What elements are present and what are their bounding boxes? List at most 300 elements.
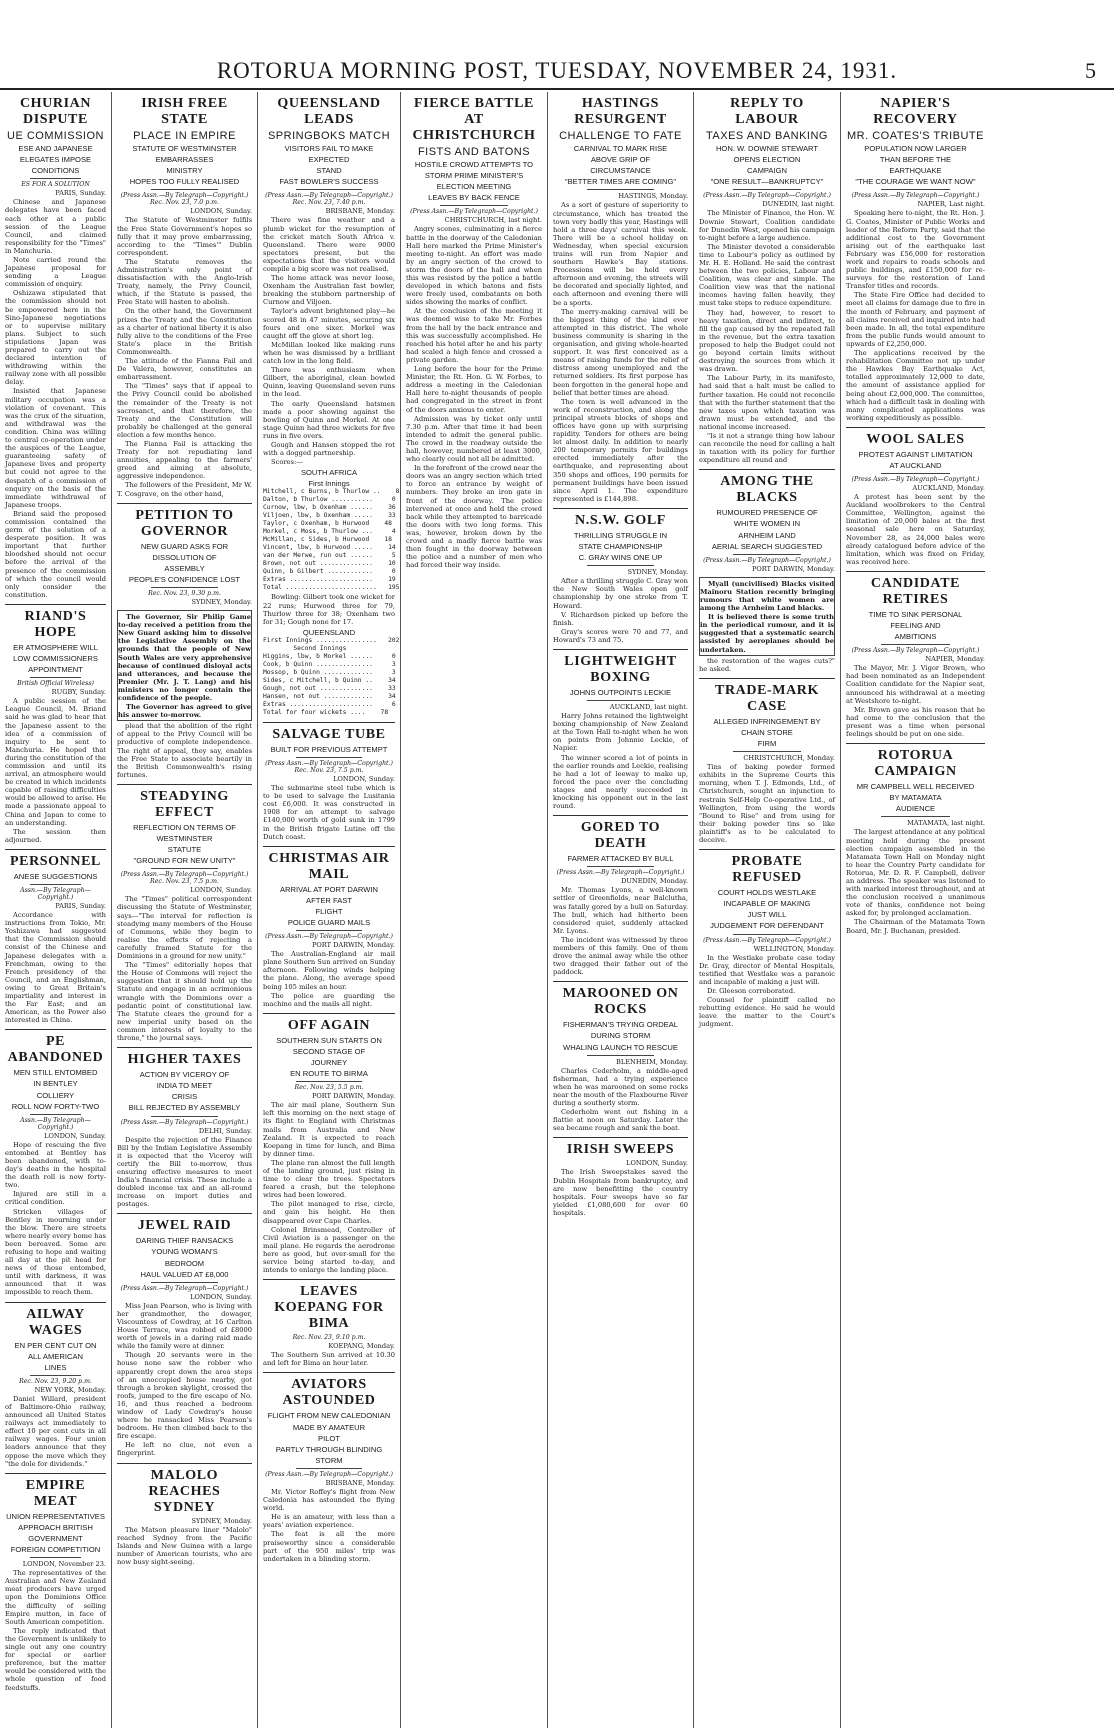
press-credit: (Press Assn.—By Telegraph—Copyright.) — [703, 556, 831, 564]
article — [553, 508, 688, 644]
column-1 — [0, 92, 112, 1728]
article-divider — [263, 1013, 395, 1014]
press-credit: (Press Assn.—By Telegraph—Copyright.) — [703, 192, 831, 200]
deck-rule — [733, 934, 801, 935]
article — [263, 1013, 395, 1274]
article-divider — [117, 1047, 252, 1048]
column-6 — [694, 92, 841, 1728]
paragraph: At the conclusion of the meeting it was deemed wise to take Mr. Forbes from the hall by the back entrance and this was successfully accomplished. He reached his hotel after he and his party had scaled a high fence and crossed a private garden. — [406, 307, 542, 364]
article-deck: C. GRAY WINS ONE UP — [578, 553, 663, 563]
article-deck: "ONE RESULT—BANKRUPTCY" — [710, 177, 824, 187]
dateline: WELLINGTON, Monday. — [753, 944, 835, 953]
article-deck: DURING STORM — [590, 1031, 651, 1041]
score-row: Hansen, not out ............. 34 — [263, 692, 396, 700]
article-deck: FARMER ATTACKED BY BULL — [567, 854, 674, 864]
paragraph: Speaking here to-night, the Rt. Hon. J. G. Coates, Minister of Public Works and leader of the Reform Party, said that the additional cost to the Government arising out of the earthquake last February was £56,000 for restoration work and repairs to roads schools and public buildings, and £150,000 for re-surveys for the restoration of Land Transfer titles and records. — [846, 209, 985, 291]
article-deck: LOW COMMISSIONERS — [13, 654, 98, 664]
paragraph: The reply indicated that the Government is unlikely to single out any one country for special or earlier preference, but the matter would be considered with the whole question of food feedstuffs. — [5, 1626, 106, 1692]
article-headline: OFF AGAIN — [287, 1017, 371, 1033]
article-deck: SOUTHERN SUN STARTS ON — [276, 1035, 382, 1045]
article-headline: SALVAGE TUBE — [272, 726, 386, 742]
dateline: LONDON, Sunday. — [190, 1292, 252, 1301]
dateline: BRISBANE, Monday. — [325, 207, 395, 216]
dateline: NEW YORK, Monday. — [34, 1385, 106, 1394]
score-row: Curnow, lbw, b Oxenham ...... 36 — [263, 504, 396, 512]
press-credit: ES FOR A SOLUTION — [21, 181, 90, 189]
article-deck: POPULATION NOW LARGER — [864, 144, 967, 153]
paragraph: Counsel for plaintiff called no rebutting evidence. He said he would leave the matter to the Court's judgment. — [699, 995, 835, 1029]
paragraph: In the forefront of the crowd near the doors was an angry section which tried to force an entrance by weight of numbers. They broke an iron gate in front of the doorway. The police intervened at once and held the crowd back while they attempted to barricade the doors with two long forms. This was, however, broken down by the crowd and a madly fierce battle was then fought in the doorway between the police and a number of men who had forced their way inside. — [406, 464, 542, 570]
score-row: Taylor, c Oxenham, b Hurwood 48 — [263, 520, 392, 528]
article-subheadline: MR. COATES'S TRIBUTE — [847, 130, 984, 142]
article-deck: APPOINTMENT — [28, 665, 83, 675]
deck-rule — [30, 1375, 81, 1376]
article — [5, 1302, 106, 1468]
boxed-item — [117, 610, 252, 721]
dateline: KOEPANG, Monday. — [328, 1342, 395, 1351]
article-deck: "THE COURAGE WE WANT NOW" — [855, 177, 976, 187]
press-credit: Rec. Nov. 23, 9.30 p.m. — [148, 590, 221, 598]
article-deck: EARTHQUAKE — [889, 166, 942, 176]
article — [117, 96, 252, 498]
paragraph: The session then adjourned. — [5, 827, 106, 844]
article — [846, 96, 985, 422]
paragraph: The Irish Sweepstakes saved the Dublin Hospitals from bankruptcy, and are now benefitting the country hospitals. Four sweeps have so far yielded £1,080,600 for over 60 hospitals. — [553, 1168, 688, 1217]
paragraph: Long before the hour for the Prime Minister, the Rt. Hon. G. W. Forbes, to address a meeting in the Caledonian Hall here to-night thousands of people had congregated in the street in front of the doors anxious to enter. — [406, 365, 542, 414]
article-deck: BEDROOM — [164, 1258, 205, 1268]
press-credit: Rec. Nov. 23, 9.10 p.m. — [292, 1334, 366, 1342]
article-deck: HOSTILE CROWD ATTEMPTS TO — [414, 160, 534, 169]
article-divider — [699, 678, 835, 679]
columns-container — [0, 92, 1114, 1728]
paragraph: Colonel Brinsmead, Controller of Civil Aviation is a passenger on the mail plane. He regards the aerodrome here as good, but over-small for the service being started to-day, and intends to enlarge the landing place. — [263, 1225, 395, 1275]
deck-rule — [296, 757, 362, 758]
article-divider — [263, 1372, 395, 1373]
paragraph: Despite the rejection of the Finance Bill by the Indian Legislative Assembly it is expected that the Viceroy will certify the Bill to-morrow, thus ensuring effective measures to meet India's financial crisis. These include a doubled income tax and an all-round increase on import duties and postages. — [117, 1135, 252, 1209]
article-deck: RUMOURED PRESENCE OF — [716, 508, 818, 518]
paragraph: Gough and Hansen stopped the rot with a dogged partnership. — [263, 440, 395, 458]
article-divider — [553, 981, 688, 982]
paragraph: plead that the abolition of the right of appeal to the Privy Council will be productive of complete independence. The right of appeal, they say, enables the Free State to associate heartily in the British Commonwealth's rising fortunes. — [117, 722, 252, 779]
article-headline: HASTINGS RESURGENT — [574, 96, 667, 127]
press-credit: (Press Assn.—By Telegraph—Copyright.) — [265, 933, 393, 941]
deck-rule — [881, 189, 951, 190]
paragraph: Mr. Victor Roffey's flight from New Caledonia has astounded the flying world. — [263, 1487, 395, 1513]
press-credit: (Press Assn.—By Telegraph—Copyright.) Rec. Nov. 23, 7.5 p.m. — [120, 871, 249, 886]
article-deck: CIRCUMSTANCE — [590, 166, 651, 176]
article-deck: INCAPABLE OF MAKING — [723, 899, 811, 909]
article-deck: STATE CHAMPIONSHIP — [578, 542, 663, 552]
article-headline: IRISH SWEEPS — [566, 1142, 675, 1158]
article — [5, 1473, 106, 1692]
paragraph: Daniel Willard, president of Baltimore-Ohio railway, announced all United States railways act immediately to effect 10 per cent cuts in all railway wages. Four union leaders announce that they oppose the move which they "the dole for dividends." — [5, 1394, 106, 1468]
article-deck: ASSEMBLY — [164, 563, 205, 573]
article — [5, 604, 106, 844]
paragraph: Though 20 servants were in the house none saw the robber who apparently crept down the area steps of an unoccupied house nearby, got through a broken skylight, crossed the roofs, jumped to the fire escape of No. 16, and thus reached a bedroom window of Lady Cowdray's house where he ransacked Miss Pearson's bedroom. He then climbed back to the fire escape. — [117, 1351, 252, 1441]
article-deck: SECOND STAGE OF — [292, 1046, 366, 1056]
paragraph: The Governor has agreed to give his answer to-morrow. — [118, 703, 251, 720]
article — [846, 427, 985, 566]
article-subheadline: TAXES AND BANKING — [706, 130, 828, 142]
boxed-item — [699, 577, 835, 656]
score-row: Second Innings — [263, 644, 347, 652]
press-credit: (Press Assn.—By Telegraph—Copyright.) — [410, 208, 538, 216]
article — [699, 678, 835, 844]
article-deck: FLIGHT FROM NEW CALEDONIAN — [267, 1411, 391, 1421]
press-credit: British Official Wireless) — [17, 680, 94, 688]
deck-rule — [30, 884, 81, 885]
article — [5, 849, 106, 1024]
paragraph: Charles Cederholm, a middle-aged fisherman, had a trying experience when he was marooned on some rocks near the mouth of the Flaxbourne River during a southerly storm. — [553, 1066, 688, 1108]
dateline: BRISBANE, Monday. — [325, 1478, 395, 1487]
article — [553, 815, 688, 976]
press-credit: Assn.—By Telegraph—Copyright.) — [20, 887, 91, 902]
score-row: McMillan, c Sides, b Hurwood 18 — [263, 536, 392, 544]
article-headline: FIERCE BATTLE AT CHRISTCHURCH — [412, 96, 536, 143]
article-deck: UNION REPRESENTATIVES — [6, 1511, 105, 1521]
article-deck: CHAIN STORE — [741, 727, 793, 737]
article-deck: ACTION BY VICEROY OF — [139, 1070, 230, 1080]
dateline: NAPIER, Monday. — [925, 655, 985, 664]
dateline: DELHI, Sunday. — [198, 1126, 252, 1135]
score-table-subtitle: First Innings — [308, 479, 350, 489]
dateline: DUNEDIN, Monday. — [621, 877, 688, 886]
deck-rule — [440, 205, 508, 206]
press-credit: Rec. Nov. 23, 5.5 p.m. — [294, 1084, 364, 1092]
article-headline: EMPIRE MEAT — [25, 1477, 86, 1509]
article-headline: ROTORUA CAMPAIGN — [874, 748, 957, 780]
dateline: SYDNEY, Monday. — [627, 568, 688, 577]
paragraph: The Minister devoted a considerable time to Labour's policy as outlined by Mr. H. E. Holland. He said the contrast between the two policies, Labour and Coalition, was clear and simple. The Coalition view was that the national incomes having fallen heavily, they must take steps to reduce expenditure. — [699, 242, 835, 308]
article-deck: YOUNG WOMAN'S — [151, 1247, 218, 1257]
article-deck: MEN STILL ENTOMBED — [13, 1068, 98, 1078]
article-headline: CHURIAN DISPUTE — [19, 96, 92, 127]
article-deck: LEAVES BY BACK FENCE — [428, 193, 520, 203]
paragraph: Gray's scores were 70 and 77, and Howard's 73 and 75. — [553, 627, 688, 644]
article — [406, 96, 542, 569]
paragraph: Cederholm went out fishing in a flattie at noon on Saturday. Later the sea became rough and sank the boat. — [553, 1108, 688, 1133]
article-deck: JOHNS OUTPOINTS LECKIE — [569, 687, 672, 697]
deck-rule — [587, 565, 655, 566]
paragraph: The Governor, Sir Philip Game to-day received a petition from the New Guard asking him to dissolve the Legislative Assembly on the grounds that the people of New South Wales are very apprehensive because of continued disloyal acts and utterances, and because the Premier (Mr. J. T. Lang) and his ministers no longer contain the confidence of the people. — [118, 613, 251, 702]
article-divider — [699, 849, 835, 850]
paragraph: They had, however, to resort to heavy taxation, direct and indirect, to fill the gap caused by the repeated fall in the revenue, but the extra taxation proposed to help the Budget could not go beyond certain limits without destroying the sources from which it was drawn. — [699, 308, 835, 374]
article-deck: ARNHEIM LAND — [738, 530, 796, 540]
article-deck: BUILT FOR PREVIOUS ATTEMPT — [270, 744, 388, 754]
paragraph: The Matson pleasure liner "Malolo" reached Sydney from the Pacific Islands and New Guinea with a large number of American tourists, who are now busy sight-seeing. — [117, 1525, 252, 1566]
article — [5, 1029, 106, 1296]
dateline: CHRISTCHURCH, Monday. — [743, 754, 835, 763]
paragraph: The town is well advanced in the work of reconstruction, and along the principal streets blocks of shops and offices have gone up with surprising rapidity. Tenders for others are being let almost daily. In addition to nearly 200 temporary permits for buildings erected immediately after the earthquake, and representing about 350 shops and offices, 190 permits for permanent buildings have been issued since April 1. The expenditure represented is £144,898. — [553, 397, 688, 503]
paragraph: The Minister of Finance, the Hon. W. Downie Stewart, Coalition candidate for Dunedin West, opened his campaign to-night before a large audience. — [699, 209, 835, 242]
press-credit: (Press Assn.—By Telegraph—Copyright.) — [120, 1284, 249, 1292]
article-divider — [117, 784, 252, 785]
article-headline: LEAVES KOEPANG FOR BIMA — [274, 1284, 384, 1332]
article-subheadline: FISTS AND BATONS — [417, 146, 531, 158]
score-row: Cook, b Quinn ............... 3 — [263, 660, 396, 668]
article-headline: GORED TO DEATH — [580, 820, 661, 852]
paragraph: The Statute removes the Administration's only point of dissatisfaction with the Anglo-Irish Treaty, namely, the Privy Council, which, if the Statute is passed, the Free State will hasten to abolish. — [117, 257, 252, 307]
article-divider — [5, 1302, 106, 1303]
paragraph: The Southern Sun arrived at 10.30 and left for Bima an hour later. — [263, 1351, 395, 1368]
paragraph: "Is it not a strange thing how labour can reconcile the need for calling a halt in taxation with its policy for further expenditure all round and — [699, 431, 835, 465]
paragraph: The winner scored a lot of points in the earlier rounds and Leckie, realising he had a lot of leeway to make up, forced the pace over the concluding stages and nearly succeeded in knocking his opponent out in the last round. — [553, 753, 688, 811]
article-divider — [846, 427, 985, 428]
press-credit: (Press Assn.—By Telegraph—Copyright.) Rec. Nov. 23, 7.40 p.m. — [265, 192, 393, 207]
score-row: Higgins, lbw, b Morkel ...... 0 — [263, 652, 396, 660]
deck-rule — [587, 189, 655, 190]
paragraph: The applications received by the rehabilitation Committee not up under the Hawkes Bay Earthquake Act, totalled approximately 12,000 to date, the amount of assistance applied for being about £2,000,000. The committee, which had a difficult task in dealing with many complicated applications was working expeditiously as possible. — [846, 349, 985, 422]
article-deck: BY MATAMATA — [889, 793, 942, 803]
dateline: PORT DARWIN, Monday. — [311, 1092, 395, 1101]
article-deck: PROTEST AGAINST LIMITATION — [858, 449, 973, 459]
score-row: Extras ...................... 6 — [263, 700, 396, 708]
deck-rule — [151, 189, 219, 190]
press-credit: Assn.—By Telegraph—Copyright.) — [20, 1116, 91, 1131]
dateline: SYDNEY, Monday. — [191, 1516, 252, 1525]
article-deck: IN BENTLEY — [33, 1079, 78, 1089]
article-deck: WHITE WOMEN IN — [733, 519, 801, 529]
article-headline: IRISH FREE STATE — [141, 96, 228, 127]
article-deck: THRILLING STRUGGLE IN — [573, 530, 668, 540]
article-deck: ESE AND JAPANESE — [18, 144, 93, 153]
score-table-title: QUEENSLAND — [302, 627, 356, 637]
deck-rule — [151, 1116, 219, 1117]
score-row: Vincent, lbw, b Hurwood ..... 14 — [263, 544, 396, 552]
paragraph: Mr. Thomas Lyons, a well-known settler of Greenfields, near Balclutha, was fatally gored by a bull on Saturday. The bull, which had hitherto been considered quiet, suddenly attacked Mr. Lyons. — [553, 886, 688, 935]
deck-rule — [587, 866, 655, 867]
article — [117, 1463, 252, 1566]
column-2 — [112, 92, 258, 1728]
article-deck: ALLEGED INFRINGEMENT BY — [713, 716, 821, 726]
dateline: NAPIER, Last night. — [917, 200, 985, 209]
article-deck: WESTMINSTER — [156, 834, 213, 844]
paragraph: Scores:— — [271, 458, 303, 467]
column-7 — [841, 92, 990, 1728]
paragraph: It is believed there is some truth in the periodical rumour, and it is suggested that a systematic search assisted by aeroplanes should be undertaken. — [700, 613, 834, 654]
deck-rule — [587, 700, 655, 701]
article-deck: PARTLY THROUGH BLINDING — [275, 1444, 383, 1454]
article-deck: ARRIVAL AT PORT DARWIN — [279, 884, 379, 894]
paragraph: The Statute of Westminster fulfils the Free State Government's hopes so fully that it may prove embarrassing, according to the "Times'" Dublin correspondent. — [117, 216, 252, 257]
paragraph: The merry-making carnival will be the biggest thing of the kind ever attempted in this district. The whole business community is sharing in the organisation, and giving whole-hearted support. It was first conceived as a means of raising funds for the relief of distress among unemployed and the returned soldiers. Its first purpose has been forgotten in the general hope and belief that better times are ahead. — [553, 307, 688, 397]
deck-rule — [296, 930, 362, 931]
dateline: LONDON, Sunday. — [190, 207, 252, 216]
article-headline: REPLY TO LABOUR — [730, 96, 804, 127]
article — [846, 743, 985, 935]
article-headline: NAPIER'S RECOVERY — [873, 96, 958, 127]
article — [117, 784, 252, 1042]
article-deck: ROLL NOW FORTY-TWO — [11, 1101, 100, 1111]
press-credit: Rec. Nov. 23, 9.20 p.m. — [19, 1377, 92, 1385]
dateline: PARIS, Sunday. — [55, 189, 106, 198]
score-row: Brown, not out .............. 10 — [263, 560, 396, 568]
article-deck: EXPECTED — [308, 155, 350, 165]
article-deck: ABOVE GRIP OF — [590, 155, 651, 165]
article-deck: HAUL VALUED AT £8,000 — [140, 1269, 229, 1279]
paragraph: Stricken villages of Bentley in mourning under the blow. There are streets where nearly every home has been bereaved. Some are refusing to hope and waiting all day at the pit head for news of those entombed, until with darkness, it was announced that it was impossible to reach them. — [5, 1207, 106, 1297]
article-divider — [553, 649, 688, 650]
score-row: Mitchell, c Burns, b Thurlow .. 8 — [263, 488, 400, 496]
article — [846, 571, 985, 738]
score-row: van der Merwe, run out ...... 5 — [263, 552, 396, 560]
deck-rule — [733, 751, 801, 752]
article-deck: FEELING AND — [890, 621, 941, 631]
masthead — [0, 0, 1114, 83]
article-deck: DISSOLUTION OF — [152, 552, 217, 562]
press-credit: (Press Assn.—By Telegraph—Copyright.) — [556, 869, 685, 877]
article-headline: PE ABANDONED — [7, 1034, 104, 1066]
paragraph: Taylor's advent brightened play—he scored 48 in 47 minutes, securing six fours and one sixer. Morkel was caught off the glove at short leg. — [263, 307, 395, 340]
paragraph: Accordance with instructions from Tokio, Mr. Yoshizawa had suggested that the Commission should consist of the Chinese and Japanese delegates with a Frenchman, owing to the French presidency of the Council, and an Englishman, owing to Great Britain's impartiality and interest in the Far East; and an American, as the Power also interested in China. — [5, 911, 106, 1025]
dateline: LONDON, Sunday. — [626, 1159, 688, 1168]
paragraph: Hope of rescuing the five entombed at Bentley has been abandoned, with to-day's deaths in the hospital the death roll is now forty-two. — [5, 1140, 106, 1190]
article-headline: N.S.W. GOLF — [575, 512, 666, 528]
article-divider — [553, 508, 688, 509]
newspaper-title: ROTORUA MORNING POST, TUESDAY, NOVEMBER 24, 1931. — [216, 58, 898, 83]
article-deck: ANESE SUGGESTIONS — [13, 871, 98, 881]
paragraph: After a thrilling struggle C. Gray won the New South Wales open golf championship by one stroke from T. Howard. — [553, 577, 688, 610]
article-deck: PILOT — [318, 1433, 340, 1443]
paragraph: McMillan looked like making runs when he was dismissed by a brilliant catch low in the long field. — [263, 340, 395, 366]
article-deck: FLIGHT — [315, 906, 343, 916]
article-deck: HON. W. DOWNIE STEWART — [715, 144, 819, 153]
paragraph: The Fianna Fail is attacking the Treaty for not repudiating land annuities, appealing to the farmers' greed and aiming at absolute, aggressive independence. — [117, 439, 252, 481]
paragraph: There was fine weather and a plumb wicket for the resumption of the cricket match South Africa v. Queensland. There were 9000 spectators present, but the expectations that the visitors would compile a big score was not realised. — [263, 216, 395, 273]
score-row: Morkel, c Moss, b Thurlow ... 4 — [263, 528, 396, 536]
paragraph: The representatives of the Australian and New Zealand meat producers have urged upon the Dominions Office the difficulty of selling Empire mutton, in face of South American competition. — [5, 1569, 106, 1626]
article-deck: STATUTE — [167, 845, 202, 855]
dateline: AUCKLAND, last night. — [609, 703, 688, 712]
masthead-rule — [0, 88, 1114, 90]
paragraph: Injured are still in a critical condition. — [5, 1190, 106, 1207]
paragraph: A protest has been sent by the Auckland woolbrokers to the Central Committee, Wellington, against the limitation of 20,000 bales at the first seasonal sale here on Saturday, November 28, as 24,000 bales were already catalogued before advice of the limitation, which was fixed on Friday, was received here. — [846, 493, 985, 566]
paragraph: The State Fire Office had decided to meet all claims for damage due to fire in the month of February, and payment of all claims received and inquired into had been made. In all, the total expenditure from the public funds would amount to upwards of £2,250,000. — [846, 291, 985, 348]
dateline: LONDON, November 23. — [22, 1560, 106, 1569]
score-row: Mossop, b Quinn ............. 3 — [263, 668, 396, 676]
article-deck: AT AUCKLAND — [889, 460, 942, 470]
score-row: Extras ...................... 19 — [263, 576, 396, 584]
article-subheadline: PLACE IN EMPIRE — [133, 130, 236, 142]
article-deck: ELEGATES IMPOSE — [19, 155, 92, 165]
article-divider — [117, 503, 252, 504]
score-row: Gough, not out .............. 33 — [263, 684, 396, 692]
press-credit: (Press Assn.—By Telegraph—Copyright.) — [265, 1470, 393, 1478]
paragraph: Tins of baking powder formed exhibits in the Supreme Courts this morning, when T. J. Edmonds, Ltd., of Christchurch, sought an injunction to restrain Self-Help Co-operative Ltd., of Wellington, from using the words "Bound to Rise" and from using for their baking powder tins so like plaintiff's as to be calculated to deceive. — [699, 763, 835, 844]
score-table-title: SOUTH AFRICA — [300, 468, 358, 478]
paragraph: The Chairman of the Matamata Town Board, Mr. J. Buchanan, presided. — [846, 918, 985, 935]
article-deck: FISHERMAN'S TRYING ORDEAL — [562, 1020, 679, 1030]
article — [117, 1047, 252, 1208]
article-deck: ALL AMERICAN — [27, 1351, 83, 1361]
paragraph: Harry Johns retained the lightweight boxing championship of New Zealand at the Town Hall to-night when he won on points from Johnnie Leckie, of Napier. — [553, 712, 688, 753]
paragraph: The largest attendance at any political meeting held during the present election campaign assembled in the Matamata Town Hall on Monday night to hear the Country Party candidate for Rotorua, Mr. D. R. F. Campbell, deliver an address. The speaker was listened to with marked interest throughout, and at the conclusion received a unanimous vote of thanks, confidence not being asked for, by prolonged acclamation. — [846, 828, 985, 918]
paragraph: He left no clue, not even a fingerprint. — [117, 1441, 252, 1458]
score-row: Total for four wickets .... 78 — [263, 708, 389, 716]
article-divider — [553, 1137, 688, 1138]
deck-rule — [587, 1055, 655, 1056]
dateline: DUNEDIN, last night. — [762, 200, 835, 209]
article-deck: EMBARRASSES — [155, 155, 214, 165]
paragraph: V. Richardson picked up before the finish. — [553, 610, 688, 627]
article-headline: TRADE-MARK CASE — [715, 682, 819, 714]
press-credit: (Press Assn.—By Telegraph—Copyright.) — [703, 936, 831, 944]
article — [263, 722, 395, 841]
article-deck: EN ROUTE TO BIRMA — [290, 1069, 368, 1079]
article-deck: EN PER CENT CUT ON — [14, 1340, 97, 1350]
article-headline: MAROONED ON ROCKS — [562, 986, 679, 1018]
article-headline: CANDIDATE RETIRES — [870, 575, 961, 607]
deck-rule — [296, 1081, 362, 1082]
article-deck: APPROACH BRITISH — [18, 1522, 93, 1532]
dateline: PORT DARWIN, Monday. — [751, 564, 835, 573]
paragraph: Briand said the proposed commission contained the germ of the solution of a desperate position. It was important that further bloodshed should not occur before the arrival of the presence of the commission of which the council would only consider the constitution. — [5, 509, 106, 599]
column-5 — [548, 92, 694, 1728]
paragraph: The plane ran almost the full length of the landing ground, just rising in time to clear the trees. Spectators feared a crash, but the telephone wires had been lowered. — [263, 1158, 395, 1200]
article-deck: JOURNEY — [310, 1058, 348, 1068]
paragraph: The attitude of the Fianna Fail and De Valera, however, constitutes an embarrassment. — [117, 357, 252, 382]
article — [699, 849, 835, 1028]
article-deck: STORM PRIME MINISTER'S — [424, 171, 524, 181]
dateline: CHRISTCHURCH, last night. — [444, 216, 542, 225]
page-number: 5 — [1085, 58, 1096, 83]
article-deck: STORM — [315, 1455, 343, 1465]
paragraph: the restoration of the wages cuts?" he asked. — [699, 656, 835, 673]
article-deck: JUDGEMENT FOR DEFENDANT — [710, 921, 824, 931]
article-headline: AMONG THE BLACKS — [720, 474, 814, 506]
paragraph: The Australian-England air mail plane Southern Sun arrived on Sunday afternoon. Following winds helping the plane. Along, the average speed being 105 miles an hour. — [263, 950, 395, 991]
dateline: PARIS, Sunday. — [55, 902, 106, 911]
paragraph: Oshizawa stipulated that the commission should not be empowered here in the Sino-Japanese negotiations or to supervise military plans. Subject to such stipulations Japan was prepared to carry out the declared intention of withdrawing within the railway zone with all possible delay. — [5, 289, 106, 387]
article — [553, 1137, 688, 1217]
article-deck: AERIAL SEARCH SUGGESTED — [711, 541, 823, 551]
column-4 — [401, 92, 548, 1728]
article — [263, 846, 395, 1008]
score-row: Dalton, b Thurlow ........... 0 — [263, 496, 396, 504]
dateline: RUGBY, Sunday. — [51, 688, 106, 697]
article — [263, 96, 400, 717]
article-deck: GOVERNMENT — [28, 1533, 83, 1543]
dateline: LONDON, Sunday. — [44, 1131, 106, 1140]
paragraph: The police are guarding the machine and the mails all night. — [263, 991, 395, 1008]
press-credit: (Press Assn.—By Telegraph—Copyright.) — [851, 476, 980, 484]
article-deck: POLICE GUARD MAILS — [287, 918, 371, 928]
dateline: LONDON, Sunday. — [190, 886, 252, 895]
article-deck: AUDIENCE — [895, 804, 936, 814]
article-headline: CHRISTMAS AIR MAIL — [268, 850, 390, 882]
paragraph: On the other hand, the Government prizes the Treaty and the Constitution as a charter of national liberty it is also fully alive to the conditions of the Free State's place in the British Commonwealth. — [117, 307, 252, 356]
paragraph: Insisted that Japanese military occupation was a violation of covenant. This was the crux of the situation, and withdrawal was the condition. China was willing to central co-operation under the auspices of the League, guaranteeing safety of Japanese lives and property but could not agree to the despatch of a commission of enquiry on the basis of the immediate withdrawal of Japanese troops. — [5, 387, 106, 509]
article-divider — [5, 1029, 106, 1030]
paragraph: As a sort of gesture of superiority to circumstance, which has treated the town very badly this year, Hastings will hold a three days' carnival this week. There will be a school holiday on Wednesday, when special excursion trains will run from Napier and southern Hawke's Bay stations. Processions will be held every afternoon and evening, the streets will be decorated and specially lighted, and each afternoon and evening there will be a sports. — [553, 201, 688, 307]
column-3 — [258, 92, 401, 1728]
article-headline: MALOLO REACHES SYDNEY — [148, 1467, 221, 1515]
paragraph: Dr. Gleeson corroborated. — [707, 986, 796, 995]
article-deck: LINES — [44, 1362, 67, 1372]
score-row: First Innings ................ 202 — [263, 636, 400, 644]
dateline: LONDON, Sunday. — [333, 775, 395, 784]
article-deck: CARNIVAL TO MARK RISE — [573, 144, 668, 153]
dateline: PORT DARWIN, Monday. — [311, 941, 395, 950]
deck-rule — [733, 554, 801, 555]
article-headline: AILWAY WAGES — [26, 1306, 85, 1338]
article-subheadline: UE COMMISSION — [7, 130, 104, 142]
paragraph: Angry scenes, culminating in a fierce battle in the doorway of the Caledonian Hall here marked the Prime Minister's meeting to-night. An effort was made by an angry section of the crowd to storm the doors of the hall and when this was resisted by the police a battle developed in which batons and fists were freely used, combatants on both sides showing the marks of conflict. — [406, 225, 542, 307]
dateline: MATAMATA, last night. — [907, 819, 985, 828]
deck-rule — [151, 868, 219, 869]
article-deck: PEOPLE'S CONFIDENCE LOST — [128, 574, 241, 584]
article-deck: JUST WILL — [747, 910, 787, 920]
